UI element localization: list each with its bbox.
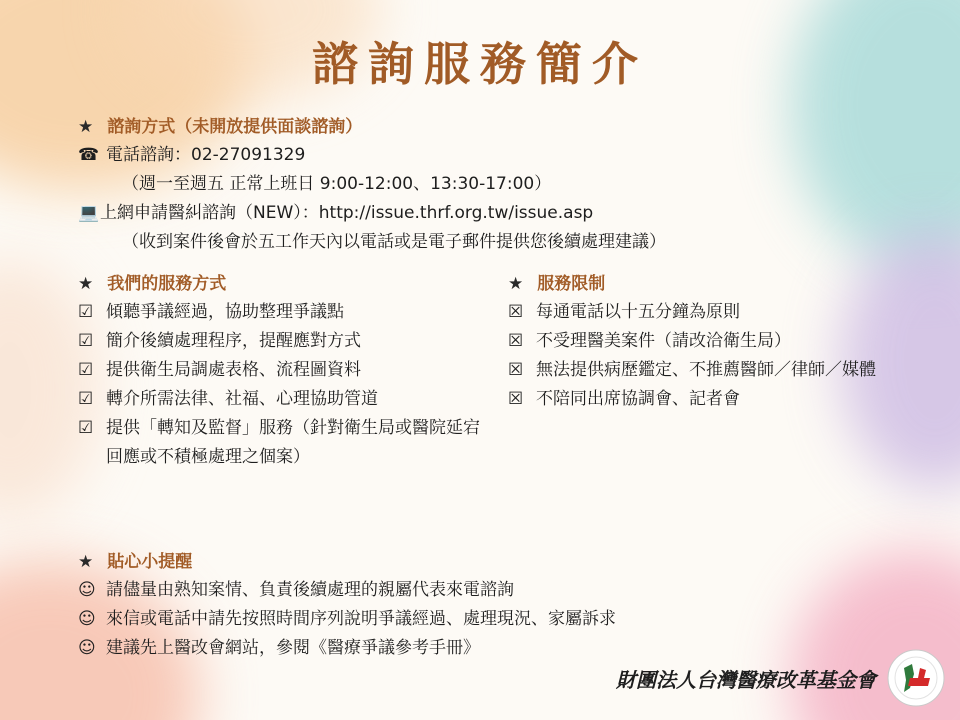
- list-item: ☺ 請儘量由熟知案情、負責後續處理的親屬代表來電諮詢: [78, 576, 918, 605]
- smiley-icon: ☺: [78, 638, 96, 658]
- list-item: ☑ 傾聽爭議經過，協助整理爭議點: [78, 298, 488, 327]
- tips-section: [78, 548, 918, 663]
- checkbox-checked-icon: ☑: [78, 418, 94, 438]
- checkbox-crossed-icon: ☒: [508, 302, 524, 322]
- list-item: ☺ 來信或電話中請先按照時間序列說明爭議經過、處理現況、家屬訴求: [78, 605, 918, 634]
- contact-section: [78, 113, 918, 257]
- star-icon: ★: [78, 274, 94, 294]
- phone-icon: ☎: [78, 145, 100, 165]
- contact-heading-text: 諮詢方式（未開放提供面談諮詢）: [107, 117, 363, 137]
- online-text: 上網申請醫糾諮詢（NEW）：http://issue.thrf.org.tw/issue.asp: [100, 203, 594, 223]
- phone-line: [78, 141, 918, 170]
- tips-heading: [78, 548, 918, 576]
- list-item: ☺ 建議先上醫改會網站，參閱《醫療爭議參考手冊》: [78, 634, 918, 663]
- checkbox-checked-icon: ☑: [78, 360, 94, 380]
- list-item: ☒ 無法提供病歷鑑定、不推薦醫師／律師／媒體: [508, 356, 908, 385]
- services-heading-text: 我們的服務方式: [107, 274, 227, 294]
- services-section: [78, 270, 488, 472]
- list-item: ☒ 不受理醫美案件（請改洽衛生局）: [508, 327, 908, 356]
- tips-heading-text: 貼心小提醒: [107, 552, 193, 572]
- star-icon: ★: [508, 274, 524, 294]
- list-item: ☑ 簡介後續處理程序，提醒應對方式: [78, 327, 488, 356]
- checkbox-checked-icon: ☑: [78, 331, 94, 351]
- star-icon: ★: [78, 552, 94, 572]
- laptop-icon: 💻: [78, 203, 100, 223]
- star-icon: ★: [78, 117, 94, 137]
- list-item: ☒ 每通電話以十五分鐘為原則: [508, 298, 908, 327]
- organization-name: 財團法人台灣醫療改革基金會: [616, 667, 876, 692]
- limits-heading: [508, 270, 908, 298]
- foundation-emblem-icon: [886, 648, 946, 708]
- checkbox-crossed-icon: ☒: [508, 389, 524, 409]
- online-note: （收到案件後會於五工作天內以電話或是電子郵件提供您後續處理建議）: [122, 232, 666, 252]
- limits-section: [508, 270, 908, 414]
- contact-heading: [78, 113, 918, 141]
- smiley-icon: ☺: [78, 609, 96, 629]
- checkbox-checked-icon: ☑: [78, 302, 94, 322]
- checkbox-checked-icon: ☑: [78, 389, 94, 409]
- phone-text: 電話諮詢：02-27091329: [106, 145, 306, 165]
- smiley-icon: ☺: [78, 580, 96, 600]
- checkbox-crossed-icon: ☒: [508, 331, 524, 351]
- limits-heading-text: 服務限制: [537, 274, 606, 294]
- checkbox-crossed-icon: ☒: [508, 360, 524, 380]
- list-item: ☑ 提供「轉知及監督」服務（針對衛生局或醫院延宕回應或不積極處理之個案）: [78, 414, 488, 472]
- online-line: [78, 199, 918, 228]
- list-item: ☑ 轉介所需法律、社福、心理協助管道: [78, 385, 488, 414]
- list-item: ☑ 提供衛生局調處表格、流程圖資料: [78, 356, 488, 385]
- services-heading: [78, 270, 488, 298]
- list-item: ☒ 不陪同出席協調會、記者會: [508, 385, 908, 414]
- phone-hours: （週一至週五 正常上班日 9:00-12:00、13:30-17:00）: [122, 174, 552, 194]
- page-title: 諮詢服務簡介: [312, 37, 648, 91]
- organization-logo: [616, 648, 946, 708]
